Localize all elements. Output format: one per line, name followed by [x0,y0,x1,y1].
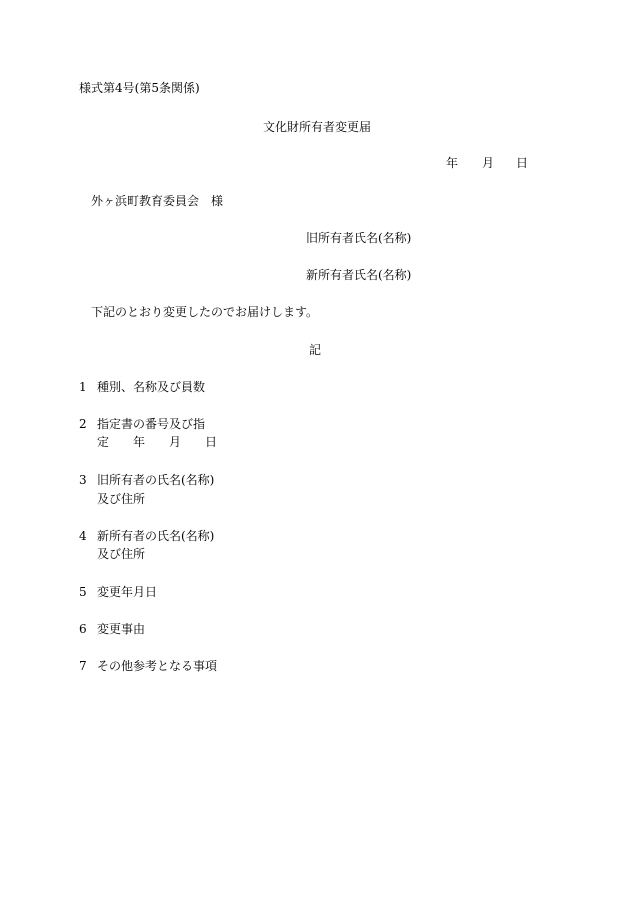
date-year: 年 [446,156,459,170]
item-text-continued: 及び住所 [97,492,146,506]
intro-text: 下記のとおり変更したのでお届けします。 [91,305,319,319]
document-title: 文化財所有者変更届 [263,120,372,134]
item-text: 新所有者の氏名(名称) [97,529,215,543]
item-number: 6 [79,622,87,636]
item-text: 変更年月日 [97,585,158,599]
item-text: 種別、名称及び員数 [97,380,206,394]
item-text-continued: 及び住所 [97,547,146,561]
item-number: 7 [79,659,87,673]
item-text: その他参考となる事項 [97,659,218,673]
item-text: 指定書の番号及び指 [97,417,206,431]
new-owner-label: 新所有者氏名(名称) [306,268,412,282]
item-number: 5 [79,585,87,599]
addressee: 外ヶ浜町教育委員会 様 [91,194,224,208]
old-owner-label: 旧所有者氏名(名称) [306,231,412,245]
item-number: 4 [79,529,87,543]
date-day: 日 [516,156,529,170]
item-text: 変更事由 [97,622,146,636]
ki-heading: 記 [309,343,322,357]
item-number: 1 [79,380,87,394]
form-number: 様式第4号(第5条関係) [79,81,200,95]
item-text: 旧所有者の氏名(名称) [97,473,215,487]
date-month: 月 [482,156,495,170]
item-number: 3 [79,473,87,487]
item-number: 2 [79,417,87,431]
item-text-continued: 定 年 月 日 [97,435,218,449]
